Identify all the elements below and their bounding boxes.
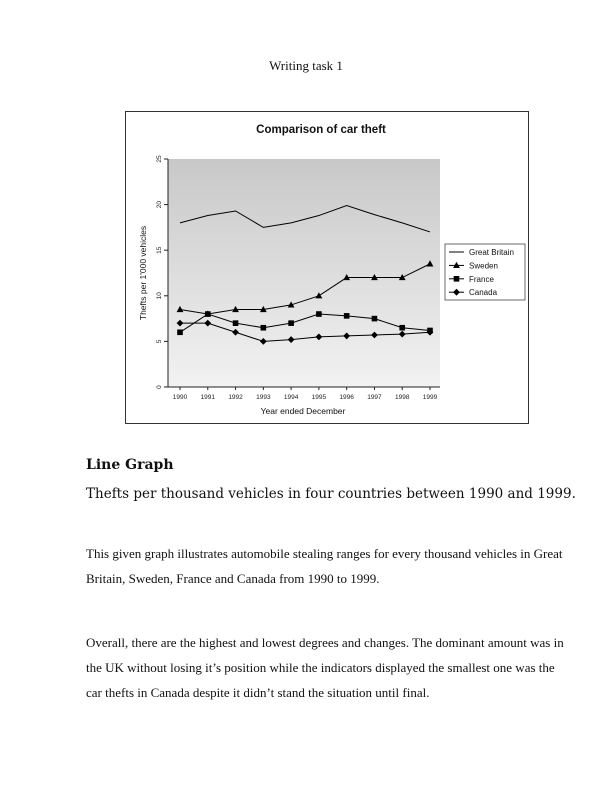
data-point-france [261, 325, 267, 331]
legend-marker-france [454, 276, 460, 282]
data-point-france [399, 325, 405, 331]
y-tick-label: 5 [156, 339, 163, 344]
line-chart [126, 112, 528, 423]
x-tick-label: 1999 [422, 394, 438, 401]
chart-title: Comparison of car theft [256, 124, 386, 136]
data-point-france [233, 320, 239, 326]
legend-label-sweden: Sweden [469, 261, 498, 271]
chart-description: Thefts per thousand vehicles in four countries between 1990 and 1999. [86, 486, 576, 502]
y-tick-label: 20 [156, 200, 163, 209]
y-tick-label: 0 [156, 385, 163, 389]
y-axis-label: Thefts per 1'000 vehicles [138, 225, 148, 321]
data-point-france [177, 329, 183, 335]
y-tick-label: 10 [156, 292, 163, 300]
legend-label-france: France [469, 274, 494, 284]
x-tick-label: 1992 [228, 394, 243, 401]
page-header: Writing task 1 [269, 58, 343, 73]
x-tick-label: 1998 [394, 394, 410, 401]
y-axis [156, 155, 168, 389]
data-point-france [316, 311, 322, 317]
chart-legend [445, 244, 525, 300]
x-axis-label: Year ended December [260, 406, 346, 416]
x-axis [168, 387, 440, 401]
section-heading: Line Graph [86, 457, 174, 473]
x-tick-label: 1997 [367, 394, 382, 401]
y-tick-label: 25 [156, 155, 163, 163]
x-tick-label: 1993 [256, 394, 271, 401]
legend-label-great-britain: Great Britain [469, 248, 514, 257]
x-tick-label: 1994 [283, 394, 299, 401]
data-point-france [344, 313, 350, 319]
x-tick-label: 1991 [200, 394, 216, 401]
legend-label-canada: Canada [469, 288, 498, 298]
x-tick-label: 1996 [339, 394, 354, 401]
y-tick-label: 15 [156, 246, 163, 254]
data-point-france [288, 320, 294, 326]
paragraph-overview: Overall, there are the highest and lowest degrees and changes. The dominant amount was in the UK without losing it’s position while the indicators displayed the smallest one was the car thefts in Canada despite it didn’t stand the situation until final. [86, 635, 564, 700]
x-tick-label: 1990 [172, 394, 188, 401]
x-tick-label: 1995 [311, 394, 327, 401]
chart-figure [125, 111, 529, 424]
paragraph-intro: This given graph illustrates automobile stealing ranges for every thousand vehicles in Great Britain, Sweden, France and Canada from 1990 to 1999. [86, 546, 563, 586]
plot-area [168, 159, 440, 387]
data-point-france [205, 311, 211, 317]
data-point-france [372, 316, 378, 322]
